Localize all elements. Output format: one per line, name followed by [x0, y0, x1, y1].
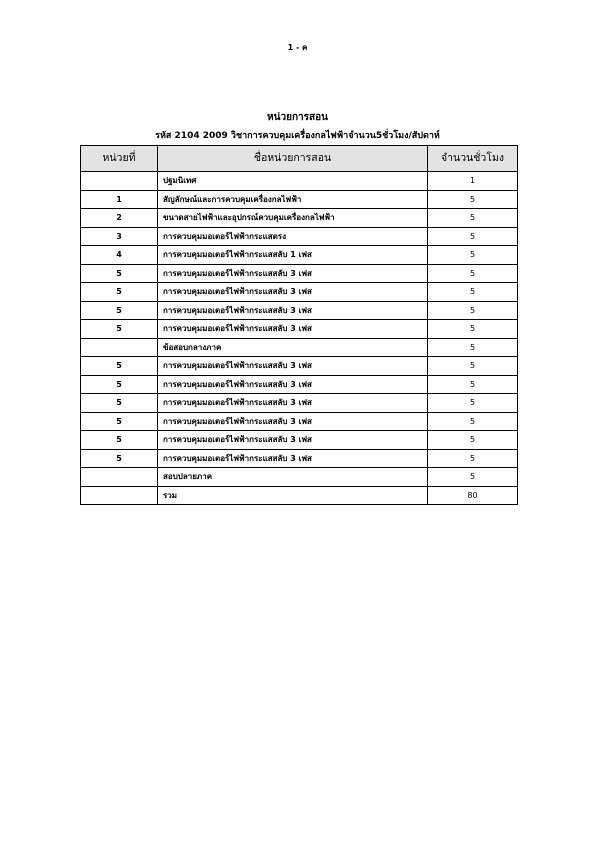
hours-cell: 5	[428, 357, 518, 376]
unit-number-cell: 4	[81, 246, 158, 265]
hours-cell: 5	[428, 246, 518, 265]
hours-cell: 5	[428, 264, 518, 283]
unit-number-cell: 5	[81, 283, 158, 302]
table-row	[81, 412, 518, 431]
table-row	[81, 283, 518, 302]
unit-number-cell: 5	[81, 264, 158, 283]
unit-name-cell: สัญลักษณ์และการควบคุมเครื่องกลไฟฟ้า	[158, 190, 428, 209]
unit-number-cell: 1	[81, 190, 158, 209]
unit-number-cell	[81, 486, 158, 505]
teaching-units-table	[80, 145, 518, 505]
document-subtitle: รหัส 2104 2009 วิชาการควบคุมเครื่องกลไฟฟ้าจำนวน5ชั่วโมง/สัปดาห์	[155, 131, 440, 141]
table-row	[81, 338, 518, 357]
table-row	[81, 246, 518, 265]
table-row	[81, 227, 518, 246]
unit-name-cell: การควบคุมมอเตอร์ไฟฟ้ากระแสสลับ 3 เฟส	[158, 283, 428, 302]
hours-cell: 5	[428, 431, 518, 450]
table-row	[81, 301, 518, 320]
table-row	[81, 486, 518, 505]
hours-cell: 5	[428, 320, 518, 339]
unit-name-cell: การควบคุมมอเตอร์ไฟฟ้ากระแสสลับ 3 เฟส	[158, 394, 428, 413]
table-row	[81, 264, 518, 283]
hours-cell: 5	[428, 468, 518, 487]
hours-cell: 5	[428, 412, 518, 431]
unit-name-cell: การควบคุมมอเตอร์ไฟฟ้ากระแสสลับ 3 เฟส	[158, 320, 428, 339]
page-number: 1 - ค	[287, 43, 308, 52]
header-hours: จำนวนชั่วโมง	[428, 146, 518, 172]
hours-cell: 5	[428, 375, 518, 394]
header-unit-number: หน่วยที่	[81, 146, 158, 172]
table-row	[81, 375, 518, 394]
unit-name-cell: การควบคุมมอเตอร์ไฟฟ้ากระแสสลับ 3 เฟส	[158, 431, 428, 450]
table-row	[81, 394, 518, 413]
table-row	[81, 320, 518, 339]
unit-number-cell: 5	[81, 375, 158, 394]
document-title: หน่วยการสอน	[267, 112, 328, 123]
unit-number-cell: 2	[81, 209, 158, 228]
hours-cell: 5	[428, 227, 518, 246]
table-row	[81, 172, 518, 191]
hours-cell: 1	[428, 172, 518, 191]
unit-number-cell: 5	[81, 412, 158, 431]
table-body	[81, 172, 518, 505]
table-row	[81, 209, 518, 228]
hours-cell: 5	[428, 338, 518, 357]
hours-cell: 5	[428, 283, 518, 302]
hours-cell: 5	[428, 190, 518, 209]
unit-name-cell: การควบคุมมอเตอร์ไฟฟ้ากระแสสลับ 3 เฟส	[158, 264, 428, 283]
unit-name-cell: การควบคุมมอเตอร์ไฟฟ้ากระแสสลับ 3 เฟส	[158, 375, 428, 394]
unit-name-cell: การควบคุมมอเตอร์ไฟฟ้ากระแสตรง	[158, 227, 428, 246]
hours-cell: 5	[428, 301, 518, 320]
unit-name-cell: การควบคุมมอเตอร์ไฟฟ้ากระแสสลับ 3 เฟส	[158, 357, 428, 376]
unit-name-cell: การควบคุมมอเตอร์ไฟฟ้ากระแสสลับ 3 เฟส	[158, 412, 428, 431]
unit-name-cell: การควบคุมมอเตอร์ไฟฟ้ากระแสสลับ 1 เฟส	[158, 246, 428, 265]
unit-number-cell: 5	[81, 449, 158, 468]
unit-name-cell: การควบคุมมอเตอร์ไฟฟ้ากระแสสลับ 3 เฟส	[158, 449, 428, 468]
unit-name-cell: รวม	[158, 486, 428, 505]
table-header-row	[81, 146, 518, 172]
unit-number-cell: 3	[81, 227, 158, 246]
hours-cell: 5	[428, 449, 518, 468]
unit-number-cell	[81, 468, 158, 487]
unit-number-cell: 5	[81, 431, 158, 450]
hours-cell: 5	[428, 394, 518, 413]
unit-name-cell: ขนาดสายไฟฟ้าและอุปกรณ์ควบคุมเครื่องกลไฟฟ้า	[158, 209, 428, 228]
table-row	[81, 468, 518, 487]
table-row	[81, 190, 518, 209]
unit-name-cell: ข้อสอบกลางภาค	[158, 338, 428, 357]
unit-number-cell	[81, 338, 158, 357]
unit-number-cell	[81, 172, 158, 191]
unit-number-cell: 5	[81, 394, 158, 413]
unit-number-cell: 5	[81, 320, 158, 339]
unit-name-cell: สอบปลายภาค	[158, 468, 428, 487]
hours-cell: 5	[428, 209, 518, 228]
unit-number-cell: 5	[81, 301, 158, 320]
table-row	[81, 431, 518, 450]
header-unit-name: ชื่อหน่วยการสอน	[158, 146, 428, 172]
hours-cell: 80	[428, 486, 518, 505]
unit-name-cell: ปฐมนิเทศ	[158, 172, 428, 191]
table-row	[81, 449, 518, 468]
table-row	[81, 357, 518, 376]
unit-number-cell: 5	[81, 357, 158, 376]
unit-name-cell: การควบคุมมอเตอร์ไฟฟ้ากระแสสลับ 3 เฟส	[158, 301, 428, 320]
